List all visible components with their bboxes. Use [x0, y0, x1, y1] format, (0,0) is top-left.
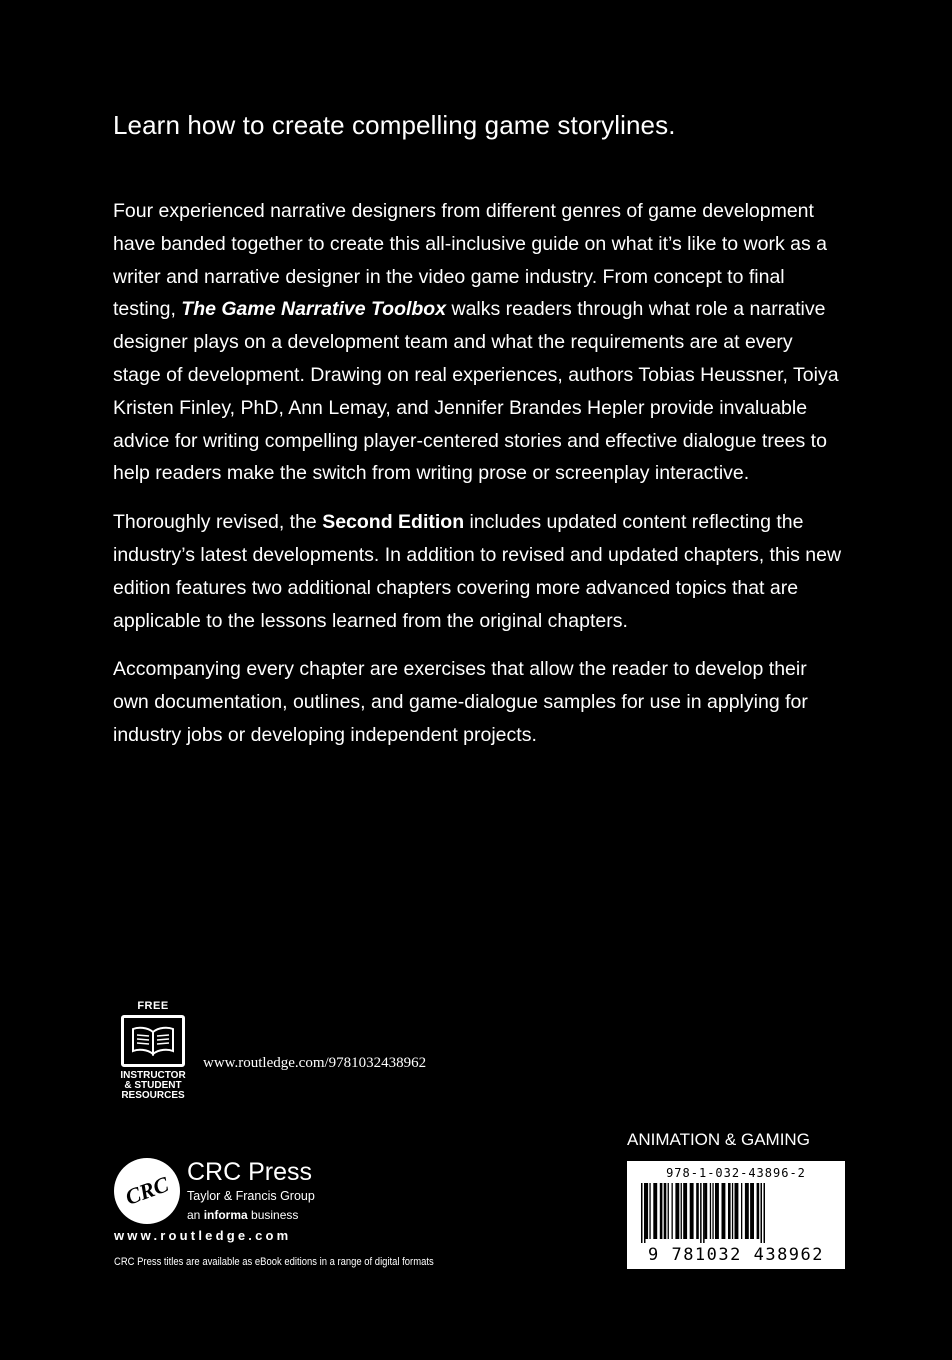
tagline: Learn how to create compelling game storylines.	[113, 110, 676, 140]
resources-line-1: INSTRUCTOR	[120, 1070, 186, 1081]
resources-line-2: & STUDENT	[124, 1080, 182, 1091]
informa-line	[187, 1208, 298, 1222]
isbn-bottom: 9 781032 438962	[647, 1245, 825, 1265]
informa-suffix: business	[247, 1208, 299, 1222]
paragraph-1	[113, 195, 843, 490]
crc-logo	[114, 1158, 180, 1224]
barcode-bars	[639, 1183, 833, 1243]
edition-label: Second Edition	[322, 511, 465, 534]
category-label: ANIMATION & GAMING	[627, 1130, 810, 1149]
informa-bold: informa	[203, 1208, 248, 1222]
paragraph-2-text-b: includes updated content reflecting the industry’s latest developments. In addition to revised and updated chapters, this new edition features two additional chapters covering more advanced topics that are applicable to the lessons learned from the original chapters.	[113, 511, 842, 632]
paragraph-2	[113, 506, 843, 637]
description	[113, 195, 843, 768]
book-title: The Game Narrative Toolbox	[181, 298, 447, 321]
resources-line-3: RESOURCES	[121, 1090, 185, 1101]
isbn-top: 978-1-032-43896-2	[666, 1166, 806, 1180]
resources-url[interactable]: www.routledge.com/9781032438962	[203, 1055, 427, 1071]
open-book-icon	[121, 1015, 185, 1067]
publisher-group: Taylor & Francis Group	[187, 1189, 315, 1203]
free-label: FREE	[137, 1000, 169, 1012]
ebook-note: CRC Press titles are available as eBook editions in a range of digital formats	[114, 1256, 434, 1268]
isbn-barcode	[627, 1161, 845, 1269]
paragraph-1-text-a: Four experienced narrative designers from different genres of game development have banded together to create this all-inclusive guide on what it’s like to work as a writer and narrative designer in the video game industry. From concept to final testing,	[113, 200, 827, 321]
crc-logo-text: CRC	[121, 1171, 172, 1210]
paragraph-1-text-b: walks readers through what role a narrative designer plays on a development team and what the requirements are at every stage of development. Drawing on real experiences, authors Tobias Heussner, Toiya Kristen Finley, PhD, Ann Lemay, and Jennifer Brandes Hepler provide invaluable advice for writing compelling player-centered stories and effective dialogue trees to help readers make the switch from writing prose or screenplay interactive.	[113, 298, 839, 485]
publisher-url[interactable]: www.routledge.com	[114, 1228, 292, 1243]
free-resources-badge	[110, 1000, 196, 1101]
informa-prefix: an	[187, 1208, 204, 1222]
publisher-name: CRC Press	[187, 1158, 313, 1186]
paragraph-3: Accompanying every chapter are exercises that allow the reader to develop their own documentation, outlines, and game-dialogue samples for use in applying for industry jobs or developing independent projects.	[113, 658, 808, 746]
paragraph-2-text-a: Thoroughly revised, the	[113, 511, 323, 534]
